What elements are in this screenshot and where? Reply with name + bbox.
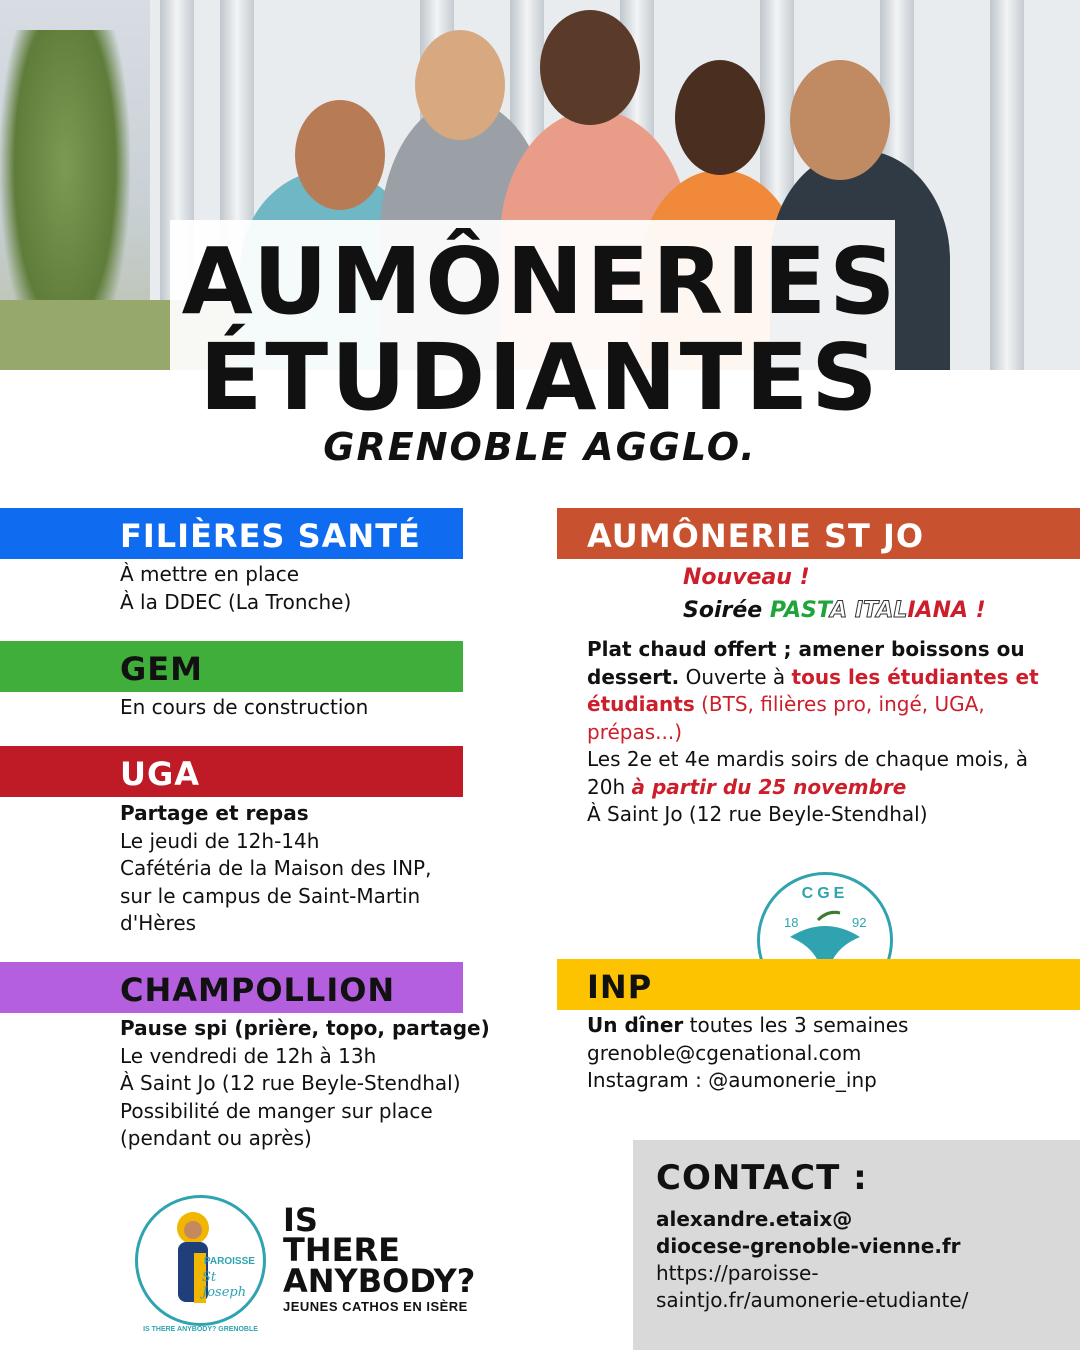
inp-instagram: Instagram : @aumonerie_inp xyxy=(587,1068,877,1092)
stjo-location xyxy=(587,801,928,829)
student-2-head xyxy=(415,30,505,140)
uga-line: sur le campus de Saint-Martin xyxy=(120,883,421,908)
stjo-p1-red-bold: tous les étudiantes et étudiants xyxy=(587,664,1039,716)
section-header-gem xyxy=(0,641,463,692)
stjo-schedule xyxy=(587,746,1057,801)
sante-line: À la DDEC (La Tronche) xyxy=(120,589,352,614)
contact-details xyxy=(656,1206,968,1314)
inp-email: grenoble@cgenational.com xyxy=(587,1040,862,1065)
section-title-stjo: AUMÔNERIE ST JO xyxy=(587,517,925,555)
ita-line1: IS xyxy=(283,1201,318,1239)
uga-line: Cafétéria de la Maison des INP, xyxy=(120,856,432,880)
stjo-soiree xyxy=(683,596,986,626)
stjo-description xyxy=(587,636,1057,746)
stjo-p1-text: Ouverte à xyxy=(679,664,792,689)
section-title-sante: FILIÈRES SANTÉ xyxy=(120,517,421,555)
sante-line: À mettre en place xyxy=(120,562,300,586)
pasta-red: IANA ! xyxy=(907,598,986,623)
contact-email: alexandre.etaix@ xyxy=(656,1207,853,1231)
ita-tagline: JEUNES CATHOS EN ISÈRE xyxy=(283,1299,468,1314)
section-title-uga: UGA xyxy=(120,755,201,793)
student-4-head xyxy=(675,60,765,175)
section-title-inp: INP xyxy=(587,968,653,1006)
section-body-inp xyxy=(587,1012,908,1095)
is-there-anybody-logo xyxy=(283,1201,513,1325)
ita-line2: THERE xyxy=(283,1231,400,1269)
stjo-p2-red: à partir du 25 novembre xyxy=(631,774,907,799)
section-header-sante xyxy=(0,508,463,559)
section-header-inp xyxy=(557,959,1080,1010)
contact-url: saintjo.fr/aumonerie-etudiante/ xyxy=(656,1288,969,1312)
section-body-sante xyxy=(120,561,351,616)
champollion-line: (pendant ou après) xyxy=(120,1126,312,1150)
title-line-1: AUMÔNERIES xyxy=(181,228,899,335)
uga-line: Partage et repas xyxy=(120,801,309,825)
uga-line: d'Hères xyxy=(120,911,197,935)
stjo-p2-text: Les 2e et 4e mardis soirs de chaque mois, à 20h xyxy=(587,747,1028,799)
section-title-gem: GEM xyxy=(120,650,203,688)
section-title-champollion: CHAMPOLLION xyxy=(120,971,396,1009)
gem-line: En cours de construction xyxy=(120,695,369,719)
champollion-line: Le vendredi de 12h à 13h xyxy=(120,1043,377,1068)
student-1-head xyxy=(295,100,385,210)
subtitle: GRENOBLE AGGLO. xyxy=(323,425,757,469)
stjo-nouveau xyxy=(683,563,810,593)
champollion-line: À Saint Jo (12 rue Beyle-Stendhal) xyxy=(120,1071,461,1095)
inp-dinner-text: toutes les 3 semaines xyxy=(683,1013,909,1037)
pasta-green: PAST xyxy=(769,598,831,623)
stjoseph-line2: St Joseph xyxy=(202,1270,247,1300)
student-5-head xyxy=(790,60,890,180)
title-line-2: ÉTUDIANTES xyxy=(199,324,881,431)
champollion-line: Pause spi (prière, topo, partage) xyxy=(120,1016,490,1040)
inp-line xyxy=(587,1012,908,1040)
contact-box xyxy=(633,1140,1080,1350)
pasta-white: A ITAL xyxy=(830,598,908,623)
section-body-gem xyxy=(120,694,368,722)
inp-dinner-bold: Un dîner xyxy=(587,1013,684,1037)
ita-line3: ANYBODY? xyxy=(283,1262,476,1300)
stjo-p3: À Saint Jo (12 rue Beyle-Stendhal) xyxy=(587,802,928,826)
section-header-champollion xyxy=(0,962,463,1013)
contact-email: diocese-grenoble-vienne.fr xyxy=(656,1234,961,1258)
section-body-champollion xyxy=(120,1015,490,1153)
soiree-label: Soirée xyxy=(683,598,770,623)
champollion-line: Possibilité de manger sur place xyxy=(120,1098,433,1123)
contact-url: https://paroisse- xyxy=(656,1261,819,1285)
contact-title: CONTACT : xyxy=(656,1158,868,1198)
cge-year-right: 92 xyxy=(852,915,867,930)
section-header-uga xyxy=(0,746,463,797)
cge-year-left: 18 xyxy=(784,915,799,930)
stjoseph-ring-text: IS THERE ANYBODY? GRENOBLE xyxy=(143,1326,258,1333)
stjo-p1-red: (BTS, filières pro, ingé, UGA, prépas...) xyxy=(587,692,985,744)
section-body-uga xyxy=(120,800,431,938)
stjo-p1-bold: Plat chaud offert ; amener boissons ou dessert. xyxy=(587,637,1025,689)
nouveau-label: Nouveau ! xyxy=(683,565,810,590)
stjoseph-line1: PAROISSE xyxy=(204,1256,255,1267)
uga-line: Le jeudi de 12h-14h xyxy=(120,828,320,853)
student-3-head xyxy=(540,10,640,125)
cge-top-text: CGE xyxy=(801,885,849,902)
section-header-stjo xyxy=(557,508,1080,559)
stjoseph-logo xyxy=(135,1195,266,1333)
